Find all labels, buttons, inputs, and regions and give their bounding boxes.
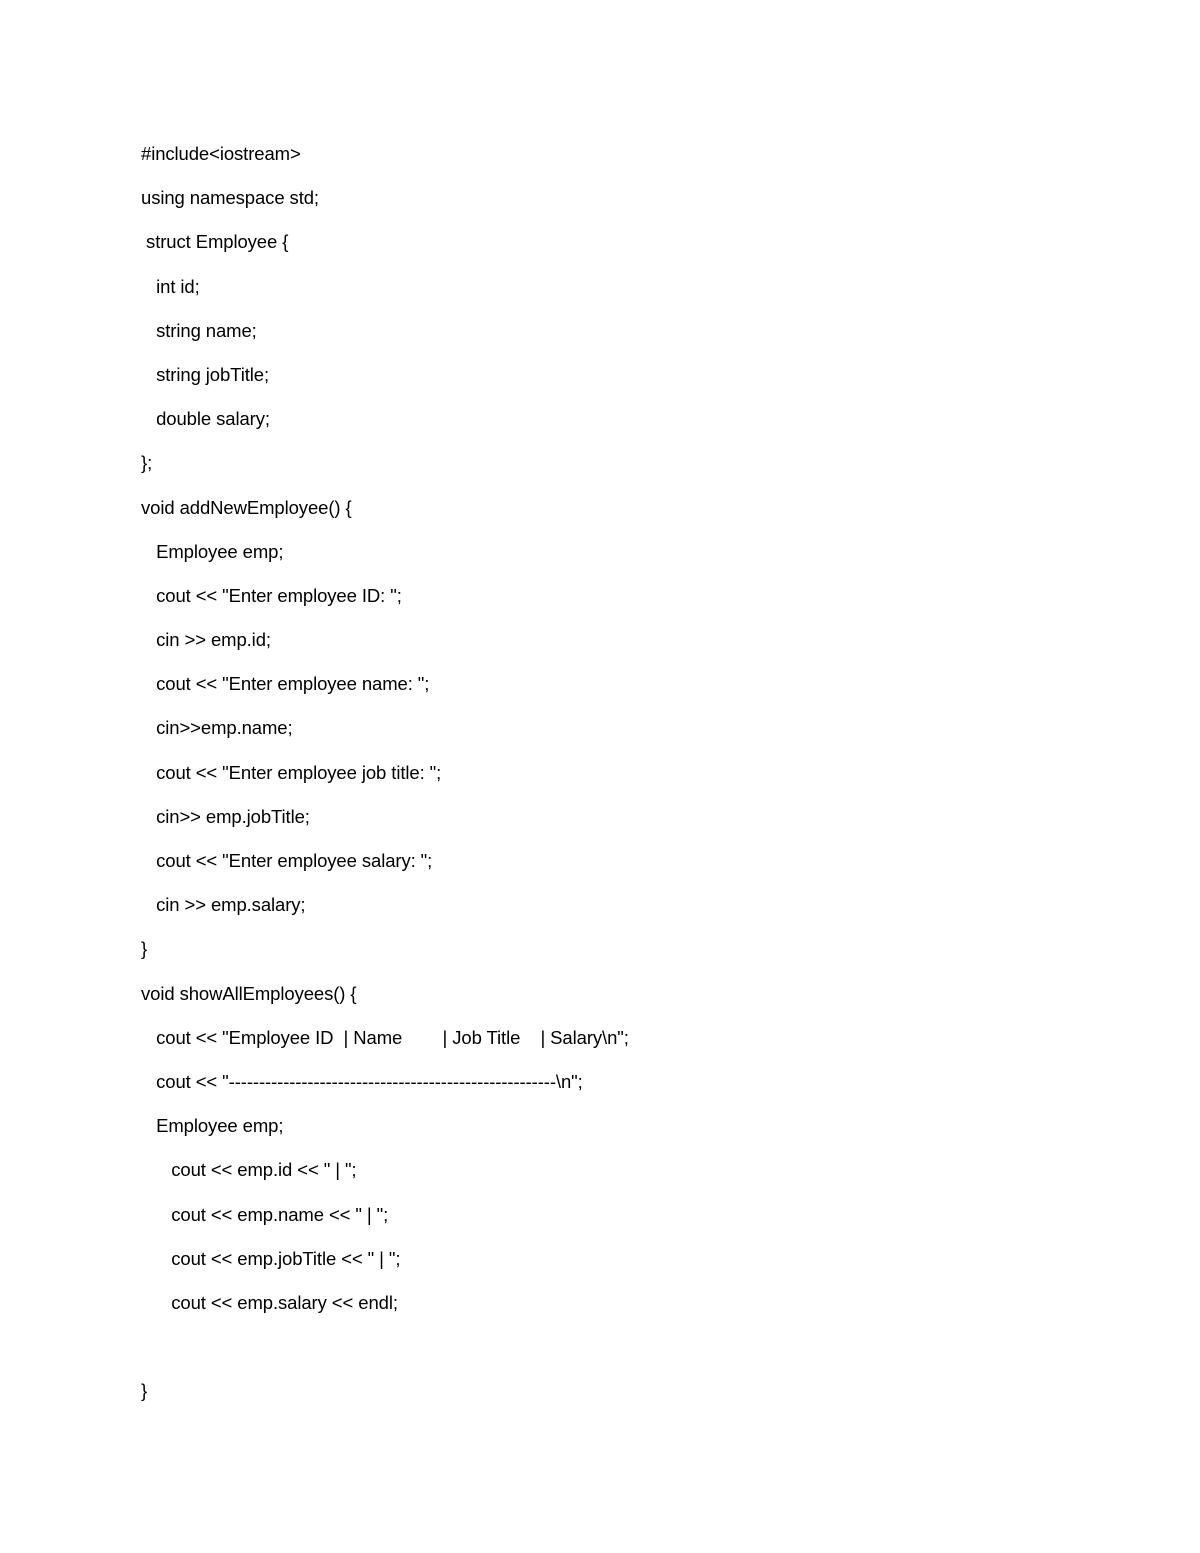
code-line: cout << "Employee ID | Name | Job Title | Salary\n";	[141, 1026, 629, 1048]
code-line: cout << "Enter employee salary: ";	[141, 850, 433, 871]
code-line: string jobTitle;	[141, 363, 269, 385]
code-line: #include<iostream>	[141, 143, 301, 164]
code-line: cin >> emp.id;	[141, 629, 271, 651]
code-line: cout << emp.jobTitle << " | ";	[141, 1247, 401, 1269]
code-line: cout << emp.id << " | ";	[141, 1159, 357, 1181]
code-line: cin >> emp.salary;	[141, 894, 306, 916]
code-line: void addNewEmployee() {	[141, 496, 352, 518]
code-line: cin>> emp.jobTitle;	[141, 805, 310, 827]
blank-line	[141, 1333, 1041, 1377]
code-line: Employee emp;	[141, 540, 284, 562]
code-line: using namespace std;	[141, 187, 319, 209]
code-line: string name;	[141, 319, 257, 341]
code-line: double salary;	[141, 408, 270, 430]
code-line: cout << emp.salary << endl;	[141, 1291, 398, 1313]
code-listing	[141, 140, 1041, 1421]
code-line: }	[141, 1380, 148, 1402]
code-line: }	[141, 938, 148, 960]
code-line: Employee emp;	[141, 1115, 284, 1137]
code-line: cout << "------------------------------------------------------\n";	[141, 1070, 583, 1092]
code-line: int id;	[141, 275, 200, 297]
code-line: };	[141, 452, 153, 474]
code-line: cout << "Enter employee job title: ";	[141, 761, 442, 783]
code-line: cout << "Enter employee name: ";	[141, 673, 430, 695]
code-line: cout << emp.name << " | ";	[141, 1203, 389, 1225]
code-line: struct Employee {	[141, 231, 289, 253]
code-line: void showAllEmployees() {	[141, 982, 357, 1004]
code-line: cout << "Enter employee ID: ";	[141, 584, 402, 606]
code-line: cin>>emp.name;	[141, 717, 293, 739]
